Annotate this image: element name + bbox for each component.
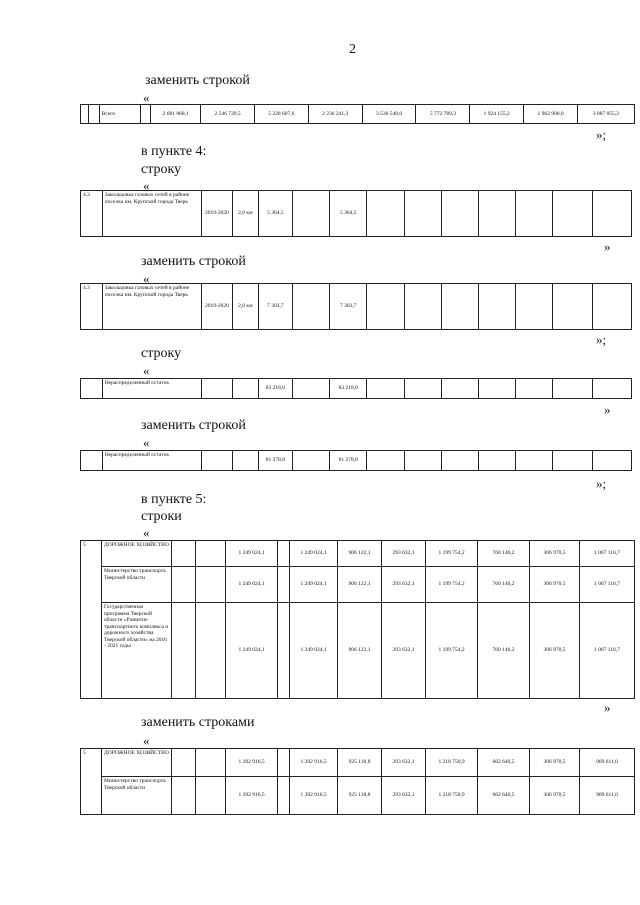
table-cell: 925 118,8 — [338, 749, 382, 777]
total-table — [80, 104, 635, 124]
open-quote: « — [143, 435, 150, 450]
table-cell: 5 772 789,3 — [416, 105, 470, 124]
close-quote: »; — [596, 127, 607, 142]
row-4-3-old-table — [80, 190, 632, 237]
table-cell: 306 970,5 — [530, 603, 580, 699]
row-4-3-new-table — [80, 283, 632, 330]
reserve-new-table — [80, 450, 632, 471]
row-length: 2,0 км — [232, 284, 258, 330]
heading-point-4: в пункте 4: — [141, 144, 207, 159]
heading-row: строку — [141, 346, 182, 361]
open-quote: « — [143, 178, 150, 193]
table-cell: 293 632,1 — [382, 567, 426, 603]
row-number: 4.3 — [81, 284, 103, 330]
table-cell: 293 632,1 — [382, 603, 426, 699]
table-cell: 3 536 548,0 — [362, 105, 416, 124]
open-quote: « — [143, 90, 150, 105]
row-years: 2019-2020 — [201, 284, 232, 330]
row-number: 4.3 — [81, 191, 103, 237]
table-cell: 1 067 116,7 — [580, 541, 635, 567]
row-name: ДОРОЖНОЕ ХОЗЯЙСТВО — [102, 749, 172, 777]
open-quote: « — [143, 525, 150, 540]
table-cell: 81 278,8 — [330, 451, 367, 471]
table-cell: 306 970,5 — [530, 541, 580, 567]
table-cell: 1 392 916,5 — [226, 777, 278, 815]
table-cell: 306 970,5 — [530, 777, 580, 815]
row-years: 2019-2020 — [201, 191, 232, 237]
heading-replace-rows: заменить строками — [141, 715, 255, 730]
table-cell: 1 249 024,1 — [226, 603, 278, 699]
table-cell: 1 249 024,1 — [226, 541, 278, 567]
table-cell: 760 146,2 — [478, 603, 530, 699]
table-cell: 1 199 754,2 — [426, 567, 478, 603]
table-cell: 906 122,1 — [338, 567, 382, 603]
heading-point-5: в пункте 5: — [141, 492, 207, 507]
table-cell: 925 118,8 — [338, 777, 382, 815]
open-quote: « — [143, 271, 150, 286]
table-cell: 1 249 024,1 — [290, 541, 338, 567]
table-cell: 306 970,5 — [530, 567, 580, 603]
row-name: Государственная программа Тверской области «Развитие транспортного комплекса и дорожного хозяйства Тверской области» на 2016 - 2021 годы — [102, 603, 172, 699]
table-cell: 83 218,0 — [330, 379, 367, 399]
total-label: Всего — [99, 105, 140, 124]
table-cell: 906 122,1 — [338, 603, 382, 699]
table-cell: 1 067 116,7 — [580, 603, 635, 699]
row-name: Министерство транспорта Тверской области — [102, 777, 172, 815]
table-cell: 662 640,5 — [478, 777, 530, 815]
heading-replace-row: заменить строкой — [145, 73, 250, 88]
table-cell: 906 122,1 — [338, 541, 382, 567]
table-cell: 1 249 024,1 — [226, 567, 278, 603]
table-cell: 2 546 739,5 — [201, 105, 255, 124]
row-name: Закольцовка газовых сетей в районе поселка им. Крупской города Тверь — [102, 191, 201, 237]
table-cell: 1 392 916,5 — [290, 749, 338, 777]
table-cell: 293 632,1 — [382, 777, 426, 815]
table-cell: 5 364,5 — [258, 191, 292, 237]
open-quote: « — [143, 363, 150, 378]
table-cell: 969 611,0 — [580, 749, 635, 777]
table-cell: 662 640,5 — [478, 749, 530, 777]
table-cell: 760 146,2 — [478, 567, 530, 603]
section-5-new-table — [80, 748, 635, 815]
heading-replace-row: заменить строкой — [141, 254, 246, 269]
table-cell: 306 970,5 — [530, 749, 580, 777]
table-cell: 1 199 754,2 — [426, 541, 478, 567]
table-cell: 5 364,5 — [330, 191, 367, 237]
close-quote: » — [604, 700, 611, 715]
open-quote: « — [143, 733, 150, 748]
heading-replace-row: заменить строкой — [141, 418, 246, 433]
close-quote: » — [604, 402, 611, 417]
close-quote: »; — [596, 332, 607, 347]
table-cell: 2 236 241,3 — [308, 105, 362, 124]
table-cell: 1 249 024,1 — [290, 567, 338, 603]
section-number: 5 — [81, 541, 102, 699]
heading-rows: строки — [141, 509, 182, 524]
table-cell: 81 278,8 — [258, 451, 292, 471]
table-cell: 7 303,7 — [258, 284, 292, 330]
table-cell: 3 887 055,2 — [577, 105, 634, 124]
table-cell: 969 611,0 — [580, 777, 635, 815]
table-cell: 7 303,7 — [330, 284, 367, 330]
table-cell: 5 228 607,6 — [254, 105, 308, 124]
table-cell: 1 924 155,2 — [470, 105, 524, 124]
table-cell: 1 392 916,5 — [226, 749, 278, 777]
table-cell: 1 218 750,9 — [426, 749, 478, 777]
table-cell: 1 962 900,0 — [524, 105, 578, 124]
table-cell: 760 146,2 — [478, 541, 530, 567]
row-name: ДОРОЖНОЕ ХОЗЯЙСТВО — [102, 541, 172, 567]
table-cell: 1 199 754,2 — [426, 603, 478, 699]
table-cell: 293 632,1 — [382, 541, 426, 567]
table-cell: 1 392 916,5 — [290, 777, 338, 815]
page-number: 2 — [349, 42, 356, 57]
heading-row: строку — [141, 162, 182, 177]
section-number: 5 — [81, 749, 102, 815]
row-name: Министерство транспорта Тверской области — [102, 567, 172, 603]
row-name: Нераспределенный остаток — [102, 451, 201, 471]
table-cell: 1 218 750,9 — [426, 777, 478, 815]
row-name: Закольцовка газовых сетей в районе поселка им. Крупской города Тверь — [102, 284, 201, 330]
table-cell: 293 632,1 — [382, 749, 426, 777]
row-name: Нераспределенный остаток — [102, 379, 201, 399]
close-quote: » — [604, 239, 611, 254]
row-length: 2,0 км — [232, 191, 258, 237]
table-cell: 1 067 116,7 — [580, 567, 635, 603]
table-cell: 83 218,0 — [258, 379, 292, 399]
reserve-old-table — [80, 378, 632, 399]
close-quote: »; — [596, 476, 607, 491]
table-cell: 1 249 024,1 — [290, 603, 338, 699]
section-5-old-table — [80, 540, 635, 699]
table-cell: 2 681 868,1 — [151, 105, 201, 124]
